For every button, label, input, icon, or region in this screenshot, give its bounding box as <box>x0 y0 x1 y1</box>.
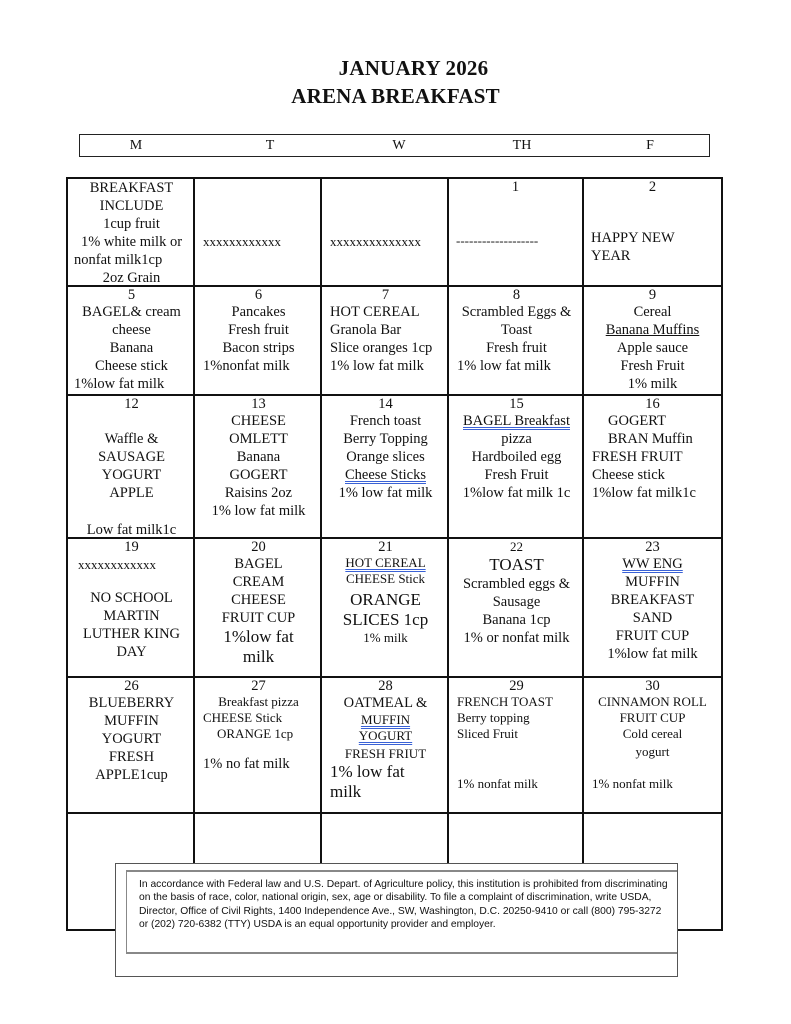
weekday-thursday: TH <box>512 138 532 153</box>
menu-line: xxxxxxxxxxxxxx <box>330 234 421 249</box>
menu-line: HOT CEREAL <box>330 304 420 320</box>
menu-line: Berry topping <box>457 710 530 725</box>
menu-line: 2oz Grain <box>102 270 161 286</box>
day-number: 13 <box>251 396 266 412</box>
menu-line: Orange slices <box>346 449 425 465</box>
day-number: 8 <box>512 287 521 303</box>
menu-line: CHEESE <box>231 413 286 429</box>
menu-line: yogurt <box>635 744 670 759</box>
day-number: 6 <box>254 287 263 303</box>
menu-line: Apple sauce <box>616 340 689 356</box>
menu-line: FRUIT CUP <box>615 628 690 644</box>
menu-line: Toast <box>500 322 533 338</box>
menu-cell-day-26 <box>68 678 195 784</box>
nondiscrimination-text: In accordance with Federal law and U.S. Depart. of Agriculture policy, this institution is prohibited from discriminating on the basis of race, color, national origin, sex, age or disability. To file a complaint of discrimination, write USDA, Director, Office of Civil Rights, 1400 Independence Ave., SW, Washington, D.C. 20250-9410 or call (800) 795-3272 or (202) 720-6382 (TTY) USDA is an equal opportunity provider and employer. <box>126 870 677 954</box>
menu-cell-day-16 <box>584 396 721 502</box>
menu-line: SLICES 1cp <box>342 610 429 629</box>
menu-cell-day-8 <box>449 287 584 375</box>
menu-cell-day-15 <box>449 396 584 502</box>
menu-line: 1%low fat milk <box>74 376 165 392</box>
menu-line: TOAST <box>489 555 544 574</box>
day-number: 15 <box>509 396 524 412</box>
menu-line: CHEESE <box>231 592 286 608</box>
weekday-friday: F <box>646 138 654 153</box>
menu-line: FRESH FRIUT <box>344 746 427 761</box>
menu-line: CHEESE Stick <box>345 571 426 586</box>
menu-line: FRUIT CUP <box>619 710 686 725</box>
menu-cell-blank <box>322 234 447 250</box>
menu-cell-day-13 <box>195 396 322 520</box>
menu-line: Hardboiled egg <box>471 449 562 465</box>
menu-cell-day-21 <box>322 539 449 646</box>
menu-cell-day-1 <box>449 179 582 249</box>
menu-line: BREAKFAST <box>89 180 174 196</box>
menu-line: INCLUDE <box>99 198 164 214</box>
menu-line: milk <box>330 782 362 801</box>
menu-line: xxxxxxxxxxxx <box>203 234 281 249</box>
menu-line: FRESH <box>108 749 155 765</box>
menu-line: FRUIT CUP <box>221 610 296 626</box>
menu-cell-info <box>68 179 195 287</box>
menu-line: GOGERT <box>229 467 288 483</box>
menu-line: 1% white milk or <box>80 234 183 250</box>
menu-line: APPLE1cup <box>95 767 168 783</box>
menu-line: CHEESE Stick <box>203 710 283 725</box>
weekday-monday: M <box>129 138 143 153</box>
menu-line: Cereal <box>633 304 672 320</box>
day-number: 29 <box>509 678 524 694</box>
menu-line: Scrambled Eggs & <box>461 304 572 320</box>
menu-line: 1% or nonfat milk <box>463 630 570 646</box>
menu-line: ------------------- <box>456 233 539 248</box>
menu-line: 1%low fat milk <box>607 646 698 662</box>
menu-cell-day-19 <box>68 539 195 661</box>
menu-line: 1%low fat milk1c <box>592 485 696 501</box>
page-title-month: JANUARY 2026 <box>338 56 489 80</box>
menu-line: Breakfast pizza <box>218 694 299 709</box>
day-number: 20 <box>251 539 266 555</box>
menu-line: NO SCHOOL <box>90 590 173 606</box>
menu-line: Bacon strips <box>222 340 295 356</box>
menu-line: 1% milk <box>627 376 678 392</box>
menu-line: APPLE <box>109 485 154 501</box>
menu-line: BAGEL <box>234 556 283 572</box>
day-number: 30 <box>645 678 660 694</box>
menu-line: 1% nonfat milk <box>457 776 538 791</box>
day-number: 1 <box>511 179 520 195</box>
menu-cell-day-2 <box>584 179 721 265</box>
day-number: 26 <box>124 678 139 694</box>
day-number: 12 <box>124 396 139 412</box>
menu-line: Fresh fruit <box>228 322 289 338</box>
menu-line: xxxxxxxxxxxx <box>78 557 156 572</box>
menu-cell-day-20 <box>195 539 322 667</box>
menu-line: Banana Muffins <box>605 322 700 338</box>
menu-line: 1% low fat milk <box>338 485 433 501</box>
menu-cell-day-7 <box>322 287 449 375</box>
day-number: 22 <box>510 539 523 554</box>
day-number: 16 <box>645 396 660 412</box>
menu-line: MUFFIN <box>104 713 159 729</box>
menu-cell-day-29 <box>449 678 584 792</box>
day-number: 21 <box>378 539 393 555</box>
menu-line: MUFFIN <box>625 574 680 590</box>
grid-divider <box>68 812 721 814</box>
menu-line: Banana 1cp <box>482 612 551 628</box>
day-number: 7 <box>381 287 390 303</box>
menu-line: Waffle & <box>104 431 159 447</box>
menu-calendar-grid <box>66 177 723 931</box>
menu-cell-day-9 <box>584 287 721 393</box>
menu-line: MUFFIN <box>360 712 411 727</box>
menu-line: GOGERT <box>608 413 666 429</box>
menu-cell-day-28 <box>322 678 449 802</box>
menu-line: Slice oranges 1cp <box>330 340 433 356</box>
day-number: 28 <box>378 678 393 694</box>
menu-line: CREAM <box>232 574 285 590</box>
menu-line: Berry Topping <box>343 431 428 447</box>
menu-cell-day-22 <box>449 539 584 647</box>
menu-cell-day-12 <box>68 396 195 539</box>
menu-line: 1%low fat <box>223 627 294 646</box>
menu-line: MARTIN <box>103 608 160 624</box>
menu-line: Sausage <box>492 594 541 610</box>
menu-line: nonfat milk1cp <box>74 252 163 268</box>
menu-line: Cheese stick <box>95 358 168 374</box>
menu-line: BAGEL& cream <box>82 304 181 320</box>
menu-line: BAGEL Breakfast <box>463 413 570 429</box>
menu-line: Fresh Fruit <box>484 467 549 483</box>
menu-line: 1% low fat milk <box>211 503 306 519</box>
menu-line: ORANGE <box>350 590 421 609</box>
page-title-menu: ARENA BREAKFAST <box>291 84 500 108</box>
menu-line: Scrambled eggs & <box>462 576 571 592</box>
menu-line: YOGURT <box>101 731 162 747</box>
day-number: 5 <box>127 287 136 303</box>
menu-line: BLUEBERRY <box>88 695 175 711</box>
menu-cell-day-14 <box>322 396 449 502</box>
menu-cell-blank <box>195 234 320 250</box>
menu-line: 1% low fat <box>330 762 405 781</box>
menu-line: WW ENG <box>622 556 683 572</box>
menu-line: Raisins 2oz <box>224 485 293 501</box>
day-number: 14 <box>378 396 393 412</box>
menu-line: Fresh fruit <box>486 340 547 356</box>
menu-line: 1% low fat milk <box>330 358 424 374</box>
menu-line: BREAKFAST <box>610 592 695 608</box>
menu-line: 1% nonfat milk <box>592 776 673 791</box>
menu-line: SAUSAGE <box>98 449 165 465</box>
menu-line: Cold cereal <box>622 726 683 741</box>
menu-line: OMLETT <box>229 431 288 447</box>
menu-line: YEAR <box>591 248 631 264</box>
menu-line: OATMEAL & <box>343 695 428 711</box>
menu-line: DAY <box>116 644 147 660</box>
nondiscrimination-notice <box>115 863 678 977</box>
menu-line: YOGURT <box>358 728 413 743</box>
menu-line: 1cup fruit <box>103 216 160 232</box>
menu-cell-day-30 <box>584 678 721 792</box>
menu-line: FRESH FRUIT <box>592 449 683 465</box>
day-number: 2 <box>648 179 657 195</box>
menu-line: BRAN Muffin <box>608 431 693 447</box>
menu-cell-day-5 <box>68 287 195 393</box>
menu-line: Banana <box>236 449 281 465</box>
menu-line: Sliced Fruit <box>457 726 519 741</box>
menu-line: 1% milk <box>363 630 408 645</box>
day-number: 27 <box>251 678 266 694</box>
menu-line: FRENCH TOAST <box>457 694 553 709</box>
day-number: 9 <box>648 287 657 303</box>
menu-line: Pancakes <box>231 304 286 320</box>
menu-cell-day-27 <box>195 678 322 773</box>
weekday-wednesday: W <box>392 138 406 153</box>
menu-line: Cheese Sticks <box>345 467 426 483</box>
menu-line: 1%low fat milk 1c <box>462 485 571 501</box>
menu-line: French toast <box>349 413 422 429</box>
menu-line: Fresh Fruit <box>620 358 685 374</box>
menu-line: HAPPY NEW <box>591 230 675 246</box>
menu-line: cheese <box>112 322 151 338</box>
menu-line: Banana <box>109 340 154 356</box>
menu-line: CINNAMON ROLL <box>598 694 707 709</box>
menu-line: LUTHER KING <box>82 626 181 642</box>
menu-line: 1% low fat milk <box>457 358 551 374</box>
weekday-tuesday: T <box>265 138 275 153</box>
menu-line: Low fat milk1c <box>86 522 177 538</box>
menu-line: milk <box>242 647 275 666</box>
menu-line: HOT CEREAL <box>345 555 426 570</box>
menu-line: Granola Bar <box>330 322 402 338</box>
menu-line: 1%nonfat milk <box>203 358 290 374</box>
menu-cell-day-23 <box>584 539 721 663</box>
menu-line: SAND <box>632 610 673 626</box>
day-number: 19 <box>124 539 139 555</box>
menu-line: pizza <box>501 431 532 447</box>
menu-line: ORANGE 1cp <box>217 726 294 741</box>
menu-line: Cheese stick <box>592 467 665 483</box>
day-number: 23 <box>645 539 660 555</box>
menu-line: YOGURT <box>101 467 162 483</box>
menu-cell-day-6 <box>195 287 322 375</box>
weekday-header <box>79 134 710 157</box>
menu-line: 1% no fat milk <box>203 756 290 772</box>
